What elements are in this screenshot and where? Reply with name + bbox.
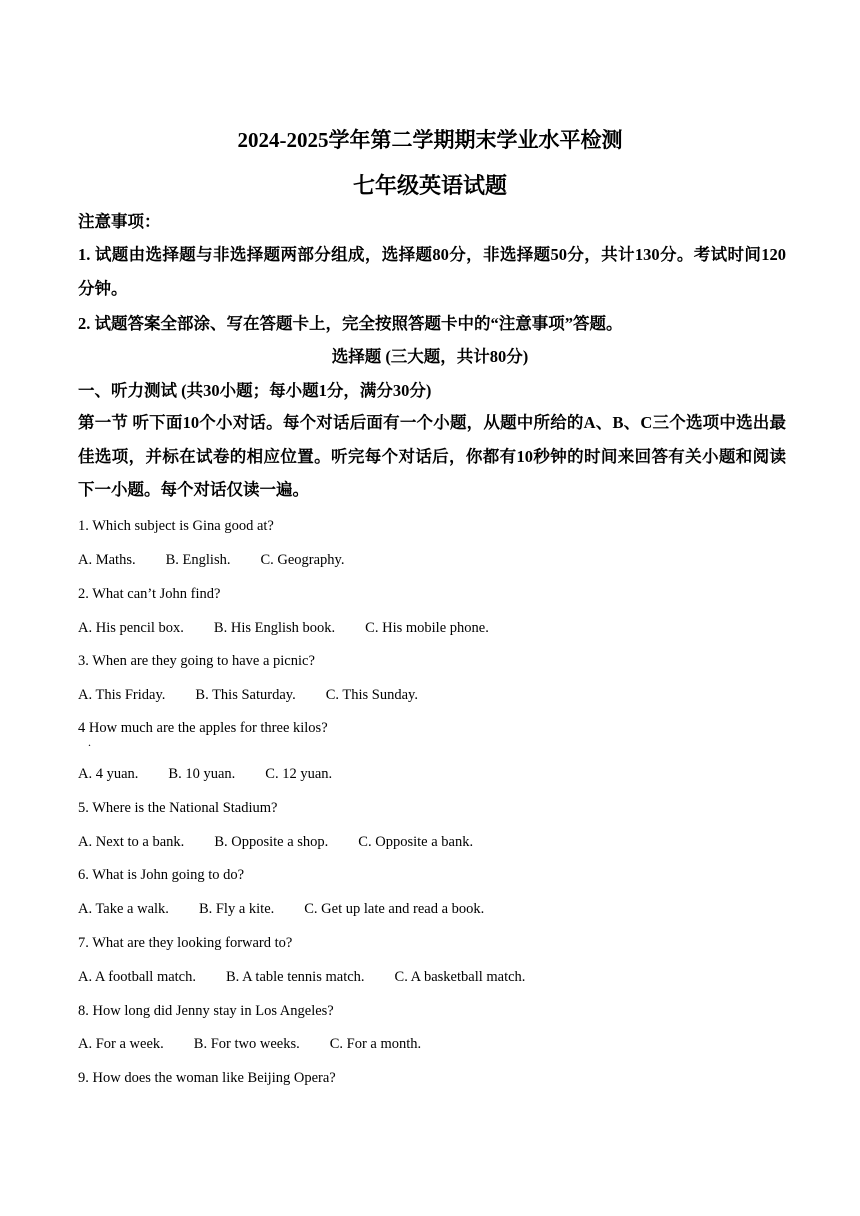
question-8: 8. How long did Jenny stay in Los Angeles?: [78, 1003, 334, 1019]
options-6: [78, 900, 514, 918]
question-3: 3. When are they going to have a picnic?: [78, 653, 315, 669]
option-c: C. A basketball match.: [394, 969, 526, 985]
question-7: 7. What are they looking forward to?: [78, 935, 293, 951]
stray-dot: .: [88, 735, 91, 749]
option-a: A. Take a walk.: [78, 901, 169, 917]
option-b: B. His English book.: [213, 620, 336, 636]
option-b: B. 10 yuan.: [168, 766, 236, 782]
question-5: 5. Where is the National Stadium?: [78, 800, 278, 816]
options-5: [78, 833, 503, 851]
option-a: A. Maths.: [78, 552, 136, 568]
exam-subtitle: 七年级英语试题: [352, 173, 507, 198]
option-a: A. Next to a bank.: [78, 834, 185, 850]
option-a: A. For a week.: [78, 1036, 164, 1052]
option-b: B. Opposite a shop.: [214, 834, 329, 850]
option-c: C. His mobile phone.: [365, 620, 489, 636]
option-c: C. Geography.: [260, 552, 345, 568]
options-2: [78, 619, 519, 637]
part1-title: 一、听力测试 (共30小题；每小题1分，满分30分): [78, 381, 432, 400]
option-b: B. For two weeks.: [193, 1036, 300, 1052]
options-4: [78, 765, 362, 783]
option-b: B. English.: [165, 552, 231, 568]
option-c: C. 12 yuan.: [265, 766, 333, 782]
option-b: B. A table tennis match.: [226, 969, 365, 985]
option-a: A. 4 yuan.: [78, 766, 139, 782]
notice-item-2: 2. 试题答案全部涂、写在答题卡上，完全按照答题卡中的“注意事项”答题。: [78, 314, 623, 333]
options-1: [78, 551, 375, 569]
notice-item-1: 1. 试题由选择题与非选择题两部分组成，选择题80分，非选择题50分，共计130分。考试时间120分钟。: [78, 245, 786, 298]
options-3: [78, 686, 448, 704]
option-c: C. Opposite a bank.: [358, 834, 474, 850]
question-6: 6. What is John going to do?: [78, 867, 245, 883]
question-2: 2. What can’t John find?: [78, 586, 221, 602]
section-title: 选择题 (三大题，共计80分): [331, 347, 529, 366]
option-b: B. This Saturday.: [195, 687, 296, 703]
options-8: [78, 1035, 451, 1053]
options-7: [78, 968, 555, 986]
option-c: C. Get up late and read a book.: [304, 901, 485, 917]
notice-heading: 注意事项：: [78, 212, 161, 231]
question-1: 1. Which subject is Gina good at?: [78, 518, 274, 534]
option-a: A. This Friday.: [78, 687, 166, 703]
question-4: 4 How much are the apples for three kilos?: [78, 720, 328, 736]
option-c: C. For a month.: [329, 1036, 422, 1052]
option-a: A. His pencil box.: [78, 620, 184, 636]
exam-title: 2024-2025学年第二学期期末学业水平检测: [237, 128, 623, 152]
option-c: C. This Sunday.: [325, 687, 418, 703]
option-a: A. A football match.: [78, 969, 196, 985]
question-9: 9. How does the woman like Beijing Opera?: [78, 1070, 336, 1086]
option-b: B. Fly a kite.: [198, 901, 275, 917]
part1-instructions: 第一节 听下面10个小对话。每个对话后面有一个小题，从题中所给的A、B、C三个选项中选出最佳选项，并标在试卷的相应位置。听完每个对话后，你都有10秒钟的时间来回答有关小题和阅读下一小题。每个对话仅读一遍。: [78, 413, 786, 499]
